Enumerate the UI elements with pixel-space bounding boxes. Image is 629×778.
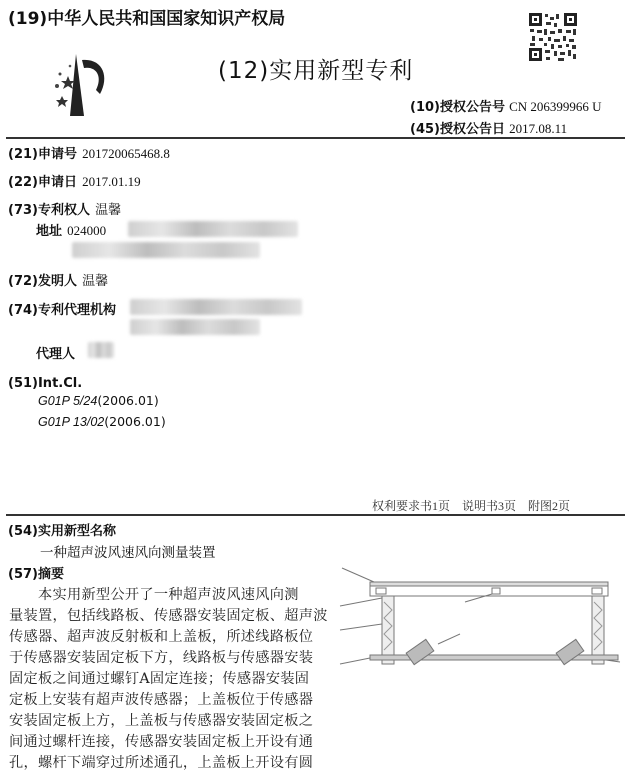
inventor-value: 温馨 [82,274,109,289]
application-number-value: 201720065468.8 [82,146,170,161]
redacted-agency-line2 [130,319,260,335]
redacted-address [128,221,298,237]
device-drawing-icon [330,560,625,670]
application-number-label: (21)申请号 [8,147,77,162]
address-value: 024000 [67,223,107,238]
application-date [8,171,141,190]
description-pages: 说明书3页 [462,499,517,513]
publication-date [410,118,567,137]
int-cl [8,372,82,391]
ipc-code: G01P 13/02 [38,415,105,429]
address-label: 地址 [36,224,63,239]
abstract-line: 传感器、超声波反射板和上盖板，所述线路板位 [9,629,314,645]
patentee-label: (73)专利权人 [8,203,90,218]
patent-agency [8,299,116,318]
patentee [8,199,121,218]
page-counts [372,497,570,514]
abstract-line: 安装固定板上方，上盖板与传感器安装固定板之 [9,713,314,729]
address [36,220,106,239]
agent [36,343,75,362]
ipc-version: (2006.01) [97,393,159,408]
header-divider [6,137,625,139]
int-cl-label: (51)Int.Cl. [8,376,83,391]
abstract-line: 量装置，包括线路板、传感器安装固定板、超声波 [9,608,328,624]
publication-number-label: (10)授权公告号 [410,100,505,115]
abstract-line: 间通过螺杆连接，传感器安装固定板上开设有通 [9,734,314,750]
utility-model-title-label: (54)实用新型名称 [8,524,116,539]
patentee-value: 温馨 [95,203,122,218]
abstract-line: 于传感器安装固定板下方，线路板与传感器安装 [9,650,314,666]
redacted-agent [88,342,114,358]
ipc-entry [38,393,159,408]
patent-agency-label: (74)专利代理机构 [8,303,116,318]
office-name: (19)中华人民共和国国家知识产权局 [8,9,286,29]
drawings-pages: 附图2页 [528,499,571,513]
agent-label: 代理人 [36,347,76,362]
publication-number [410,96,602,115]
document-type: (12)实用新型专利 [218,58,414,84]
abstract-line: 本实用新型公开了一种超声波风速风向测 [9,587,299,603]
abstract-line: 固定板之间通过螺钉A固定连接；传感器安装固 [9,671,310,687]
utility-model-title: 一种超声波风速风向测量装置 [40,545,216,561]
ipc-version: (2006.01) [104,414,166,429]
abstract-label: (57)摘要 [8,567,64,582]
application-number [8,143,170,162]
application-date-label: (22)申请日 [8,175,77,190]
application-date-value: 2017.01.19 [82,174,141,189]
section-divider [6,514,625,516]
ipc-code: G01P 5/24 [38,394,98,408]
publication-number-value: CN 206399966 U [509,99,602,114]
ipc-entry [38,414,166,429]
redacted-agency [130,299,302,315]
cnipa-logo-icon [40,46,110,116]
abstract-line: 孔，螺杆下端穿过所述通孔，上盖板上开设有圆 [9,755,314,771]
publication-date-value: 2017.08.11 [509,121,568,136]
figure-spacer [420,672,422,674]
redacted-address-line2 [72,242,260,258]
claims-pages: 权利要求书1页 [372,499,451,513]
abstract-line: 定板上安装有超声波传感器；上盖板位于传感器 [9,692,314,708]
qr-code-icon [528,12,578,62]
inventor-label: (72)发明人 [8,274,77,289]
inventor [8,270,108,289]
publication-date-label: (45)授权公告日 [410,122,505,137]
